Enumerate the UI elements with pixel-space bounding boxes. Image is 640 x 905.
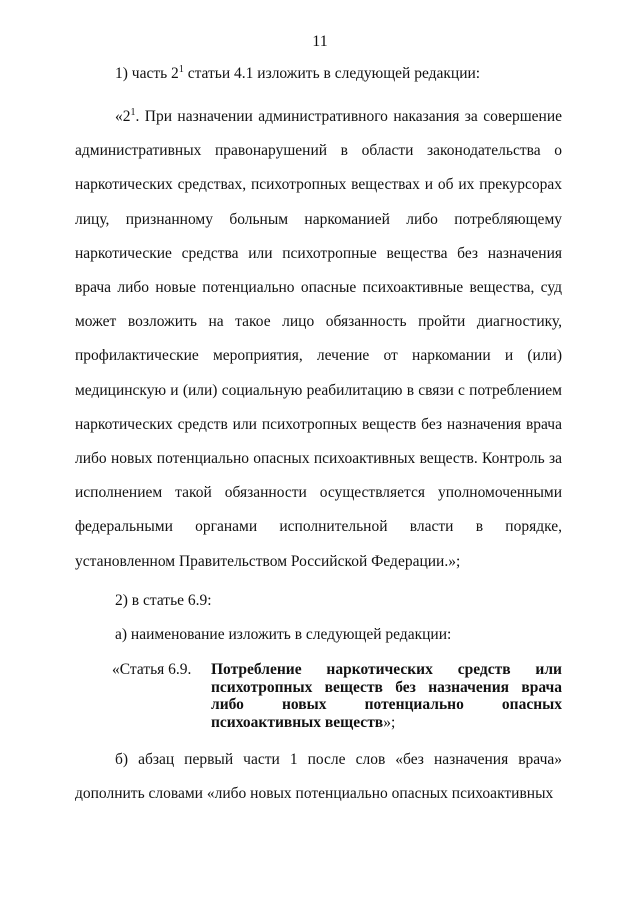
article-prefix: «Статья 6.9. xyxy=(112,661,192,678)
item-1-superscript: 1 xyxy=(178,63,184,75)
article-title-text: Потребление наркотических средств или психотропных веществ без назначения врача либо новых потенциально опасных психоактивных веществ xyxy=(211,661,562,731)
quote-superscript: 1 xyxy=(130,106,136,118)
page-number: 11 xyxy=(312,33,328,50)
item-1-paragraph xyxy=(75,57,562,91)
item-1-lead: 1) часть 2 xyxy=(115,65,179,82)
article-heading-block xyxy=(112,661,562,731)
item-2-paragraph: 2) в статье 6.9: xyxy=(115,592,212,609)
item-2b-paragraph: б) абзац первый части 1 после слов «без назначения врача» дополнить словами «либо новых потенциально опасных психоактивных xyxy=(75,751,562,803)
quoted-amendment-paragraph xyxy=(75,100,562,579)
article-title-tail: »; xyxy=(383,713,396,731)
item-1-rest: статьи 4.1 изложить в следующей редакции: xyxy=(183,65,481,82)
item-2a-paragraph: а) наименование изложить в следующей редакции: xyxy=(115,626,452,643)
article-title xyxy=(211,661,562,731)
quote-open: «2 xyxy=(115,108,131,125)
quote-body: . При назначении административного наказания за совершение административных правонарушений в области законодательства о наркотических средствах, психотропных веществах и об их прекурсорах лицу, признанному больным наркоманией либо потребляющему наркотические средства или психотропные вещества без назначения врача либо новые потенциально опасные психоактивные вещества, суд может возложить на такое лицо обязанность пройти диагностику, профилактические мероприятия, лечение от наркомании и (или) медицинскую и (или) социальную реабилитацию в связи с потреблением наркотических средств или психотропных веществ без назначения врача либо новых потенциально опасных психоактивных веществ. Контроль за исполнением такой обязанности осуществляется уполномоченными федеральными органами исполнительной власти в порядке, установленном Правительством Российской Федерации.»; xyxy=(75,108,562,570)
